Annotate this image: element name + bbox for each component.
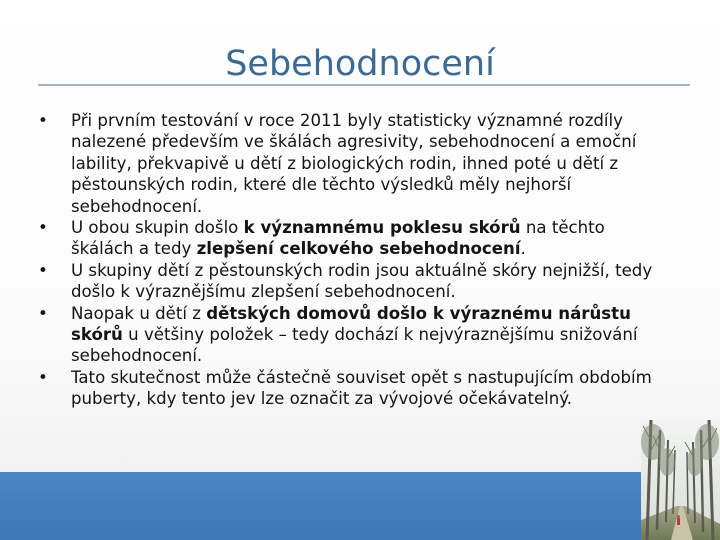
bullet-item <box>38 110 668 217</box>
bullet-text: U skupiny dětí z pěstounských rodin jsou aktuálně skóry nejnižší, tedy došlo k výraznějšímu zlepšení sebehodnocení. <box>71 260 653 302</box>
bullet-text: Naopak u dětí z <box>71 303 207 323</box>
bullet-item <box>38 367 668 410</box>
bullet-marker: • <box>38 218 48 238</box>
bullet-marker: • <box>38 367 48 387</box>
bullet-item <box>38 303 668 367</box>
bullet-marker: • <box>38 303 48 323</box>
tree-alley-photo <box>641 420 720 540</box>
bullet-list <box>38 110 668 410</box>
bullet-text: Tato skutečnost může částečně souviset opět s nastupujícím obdobím puberty, kdy tento jev lze označit za vývojové očekávatelný. <box>71 367 652 409</box>
bullet-marker: • <box>38 260 48 280</box>
bullet-item <box>38 217 668 260</box>
bullet-text-bold: zlepšení celkového sebehodnocení <box>196 239 521 259</box>
footer-band <box>0 472 720 540</box>
bullet-marker: • <box>38 111 48 130</box>
bullet-text: . <box>520 239 526 259</box>
bullet-text: Při prvním testování v roce 2011 byly statisticky významné rozdíly nalezené především ve škálách agresivity, sebehodnocení a emoční lability, překvapivě u dětí z biologických rodin, ihned poté u dětí z pěstounských rodin, které dle těchto výsledků měly nejhorší sebehodnocení. <box>71 111 637 216</box>
bullet-text: na těchto škálách a tedy <box>71 218 605 259</box>
slide-title: Sebehodnocení <box>225 44 495 84</box>
bullet-text: U obou skupin došlo <box>71 218 244 238</box>
bullet-text-bold: k významnému poklesu skórů <box>243 218 521 238</box>
bullet-text-bold: dětských domovů došlo k výraznému nárůstu skórů <box>71 303 631 345</box>
bullet-item <box>38 260 668 303</box>
bullet-text: u většiny položek – tedy dochází k nejvýraznějšímu snižování sebehodnocení. <box>71 325 638 366</box>
title-underline <box>38 84 690 86</box>
